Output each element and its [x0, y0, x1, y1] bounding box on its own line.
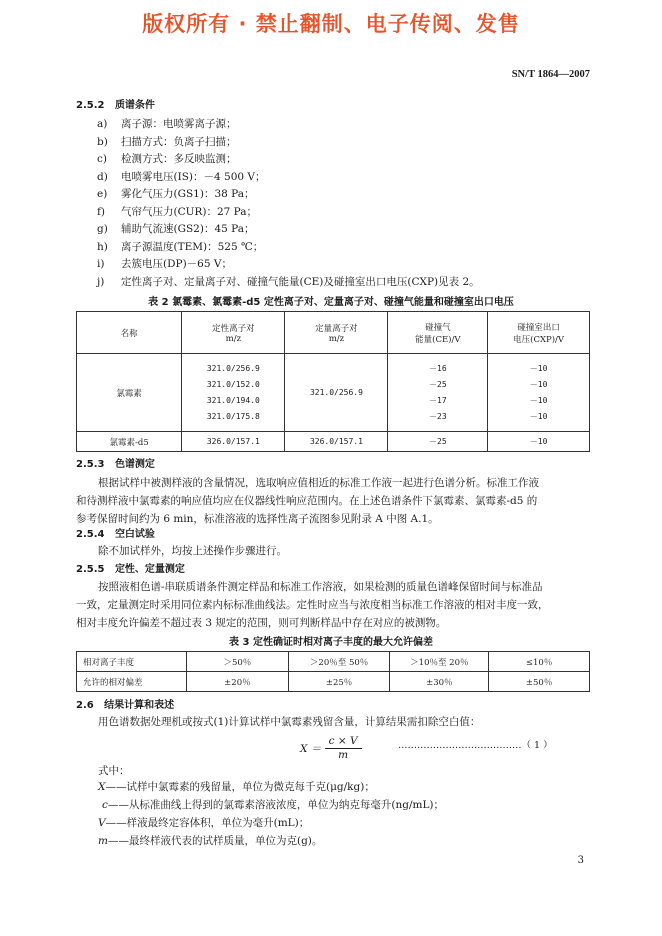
paragraph-line: 相对丰度允许偏差不超过表 3 规定的范围，则可判断样品中存在对应的被测物。 — [76, 617, 447, 629]
item-label: a) — [97, 118, 108, 130]
list-item — [97, 222, 480, 240]
list-item — [97, 170, 480, 188]
item-label: c) — [97, 153, 107, 165]
formula-where: 式中： — [98, 765, 130, 777]
cxp-value: －10 — [529, 379, 548, 389]
item-text: 离子源：电喷雾离子源； — [121, 118, 237, 130]
section-title: 空白试验 — [114, 529, 155, 540]
cxp-value: －10 — [529, 395, 548, 405]
header-cell — [388, 312, 488, 354]
item-label: h) — [97, 240, 108, 253]
table-3 — [76, 651, 590, 692]
item-text: 定性离子对、定量离子对、碰撞气能量(CE)及碰撞室出口电压(CXP)见表 2。 — [121, 275, 480, 288]
table-header-row — [77, 312, 590, 354]
table-cell — [390, 652, 489, 672]
definition-text: ——样液最终定容体积，单位为毫升(mL)； — [105, 817, 310, 829]
cell-text: ≤10％ — [525, 657, 553, 668]
header-unit: 电压(CXP)/V — [513, 334, 565, 345]
item-text: 电喷雾电压(IS)：－4 500 V； — [121, 170, 266, 183]
compound-name: 氯霉素 — [116, 388, 142, 399]
section-title: 质谱条件 — [114, 100, 155, 111]
paragraph-line: 除不加试样外，均按上述操作步骤进行。 — [98, 545, 287, 557]
section-number: 2.5.3 — [76, 459, 105, 470]
header-cell — [77, 312, 182, 354]
standard-number: SN/T 1864—2007 — [511, 69, 590, 80]
table-row — [77, 354, 590, 432]
cell-ce — [388, 354, 488, 432]
cell-text: ±50％ — [525, 677, 553, 688]
list-item — [97, 187, 480, 205]
symbol-definitions — [98, 780, 444, 852]
ce-value: －17 — [429, 395, 447, 405]
item-text: 检测方式：多反映监测； — [121, 153, 237, 165]
header-cell — [182, 312, 285, 354]
table-cell — [489, 672, 590, 692]
qual-ion: 326.0/157.1 — [206, 436, 260, 446]
item-label: j) — [97, 275, 105, 288]
list-item — [97, 135, 480, 153]
header-text: 定量离子对 — [315, 323, 358, 334]
table-row — [77, 672, 590, 692]
symbol: m — [98, 835, 108, 847]
cell-qual — [182, 354, 285, 432]
row-label — [77, 672, 187, 692]
header-cell — [285, 312, 388, 354]
table-cell — [187, 652, 289, 672]
page-number: 3 — [577, 855, 584, 866]
cell-text: ＞50％ — [223, 657, 252, 668]
header-text: 名称 — [120, 328, 138, 339]
cell-qual — [182, 432, 285, 452]
formula-denominator: m — [338, 749, 349, 761]
list-item — [97, 240, 480, 258]
ms-conditions-list — [97, 117, 480, 292]
table-row — [77, 432, 590, 452]
cell-name — [77, 354, 182, 432]
header-cell — [488, 312, 590, 354]
cell-cxp — [488, 354, 590, 432]
cell-text: ±30％ — [426, 677, 453, 688]
section-2-5-3-heading — [76, 458, 155, 472]
list-item — [97, 205, 480, 223]
symbol: V — [98, 817, 106, 829]
compound-name: 氯霉素-d5 — [109, 437, 149, 448]
ce-value: －25 — [429, 379, 447, 389]
item-text: 气帘气压力(CUR)：27 Pa； — [121, 205, 258, 218]
table-cell — [187, 672, 289, 692]
table-cell — [288, 672, 390, 692]
quant-ion: 326.0/157.1 — [309, 436, 363, 446]
row-label-text: 相对离子丰度 — [83, 657, 135, 668]
section-2-6-intro: 用色谱数据处理机或按式(1)计算试样中氯霉素残留含量，计算结果需扣除空白值： — [98, 716, 481, 728]
item-text: 扫描方式：负离子扫描； — [121, 135, 237, 148]
item-text: 雾化气压力(GS1)：38 Pa； — [121, 188, 255, 200]
symbol: c — [102, 799, 108, 811]
paragraph-line: 一致，定量测定时采用同位素内标标准曲线法。定性时应当与浓度相当标准工作溶液的相对丰度一致， — [76, 599, 549, 611]
section-number: 2.5.2 — [76, 100, 105, 111]
list-item — [97, 257, 480, 275]
ce-value: －25 — [429, 436, 447, 446]
item-label: d) — [97, 170, 108, 183]
cell-name — [77, 432, 182, 452]
definition-text: ——最终样液代表的试样质量，单位为克(g)。 — [107, 835, 323, 847]
item-label: e) — [97, 188, 108, 200]
definition-item — [98, 780, 444, 798]
cell-text: ±20％ — [224, 677, 251, 688]
quant-ion: 321.0/256.9 — [309, 387, 363, 397]
watermark: 版权所有 · 禁止翻制、电子传阅、发售 — [142, 12, 520, 36]
cell-quant — [285, 354, 388, 432]
formula-1 — [300, 735, 362, 762]
table-3-caption: 表 3 定性确证时相对离子丰度的最大允许偏差 — [229, 637, 433, 648]
formula-numerator: c × V — [325, 735, 362, 749]
section-title: 定性、定量测定 — [114, 564, 185, 575]
cell-text: ±25％ — [325, 677, 353, 688]
qual-ion: 321.0/152.0 — [206, 379, 260, 389]
table-cell — [390, 672, 489, 692]
cell-text: ＞20％至 50％ — [309, 657, 369, 668]
header-unit: m/z — [225, 333, 242, 344]
qual-ion: 321.0/175.8 — [206, 411, 260, 421]
qual-ion: 321.0/256.9 — [206, 363, 260, 373]
paragraph-line: 和待测样液中氯霉素的响应值均应在仪器线性响应范围内。在上述色谱条件下氯霉素、氯霉素-d5 的 — [76, 495, 538, 507]
section-2-5-5-body — [76, 578, 590, 632]
section-2-5-4-body — [98, 542, 287, 560]
item-label: i) — [97, 258, 105, 270]
list-item — [97, 152, 480, 170]
header-text: 定性离子对 — [212, 323, 255, 334]
formula-number: …………………………………（ 1 ） — [398, 740, 553, 751]
item-text: 去簇电压(DP)－65 V； — [121, 258, 232, 270]
section-2-5-5-heading — [76, 563, 185, 577]
list-item — [97, 117, 480, 135]
paragraph-line: 参考保留时间约为 6 min，标准溶液的选择性离子流图参见附录 A 中图 A.1。 — [76, 513, 439, 525]
section-title: 结果计算和表述 — [104, 700, 175, 711]
table-cell — [489, 652, 590, 672]
table-2-caption: 表 2 氯霉素、氯霉素-d5 定性离子对、定量离子对、碰撞气能量和碰撞室出口电压 — [148, 297, 514, 308]
paragraph-line: 按照液相色谱-串联质谱条件测定样品和标准工作溶液，如果检测的质量色谱峰保留时间与标准品 — [98, 581, 543, 593]
cell-quant — [285, 432, 388, 452]
table-2 — [76, 311, 590, 452]
table-cell — [288, 652, 390, 672]
qual-ion: 321.0/194.0 — [206, 395, 260, 405]
definition-text: ——从标准曲线上得到的氯霉素溶液浓度，单位为纳克每毫升(ng/mL)； — [107, 799, 445, 811]
symbol: X — [98, 781, 106, 793]
cxp-value: －10 — [529, 363, 548, 373]
item-text: 离子源温度(TEM)：525 ℃； — [121, 240, 264, 253]
row-label-text: 允许的相对偏差 — [83, 677, 143, 688]
section-number: 2.5.4 — [76, 529, 105, 540]
section-2-6-heading — [76, 699, 174, 713]
cxp-value: －10 — [529, 411, 548, 421]
header-text: 碰撞气 — [425, 322, 451, 333]
section-2-5-4-heading — [76, 528, 155, 542]
definition-item — [98, 834, 444, 852]
table-row — [77, 652, 590, 672]
definition-text: ——试样中氯霉素的残留量，单位为微克每千克(μg/kg)； — [105, 781, 375, 793]
section-number: 2.5.5 — [76, 564, 105, 575]
cell-ce — [388, 432, 488, 452]
header-text: 碰撞室出口 — [517, 322, 560, 333]
header-unit: 能量(CE)/V — [415, 334, 461, 345]
item-label: g) — [97, 223, 108, 235]
cell-cxp — [488, 432, 590, 452]
item-label: f) — [97, 205, 105, 218]
header-unit: m/z — [328, 333, 345, 344]
list-item — [97, 275, 480, 293]
cell-text: ＞10％至 20％ — [410, 657, 469, 668]
definition-item — [98, 798, 444, 816]
section-2-5-2-heading — [76, 99, 155, 113]
formula-fraction — [325, 735, 362, 762]
section-number: 2.6 — [76, 700, 94, 711]
paragraph-line: 根据试样中被测样液的含量情况，选取响应值相近的标准工作液一起进行色谱分析。标准工作液 — [98, 477, 539, 489]
item-label: b) — [97, 135, 108, 148]
ce-value: －23 — [429, 411, 447, 421]
formula-lhs: X ＝ — [300, 743, 322, 755]
definition-item — [98, 816, 444, 834]
row-label — [77, 652, 187, 672]
ce-value: －16 — [429, 363, 447, 373]
cxp-value: －10 — [529, 436, 548, 446]
item-text: 辅助气流速(GS2)：45 Pa； — [121, 223, 255, 235]
section-title: 色谱测定 — [114, 459, 155, 470]
section-2-5-3-body — [76, 474, 590, 528]
